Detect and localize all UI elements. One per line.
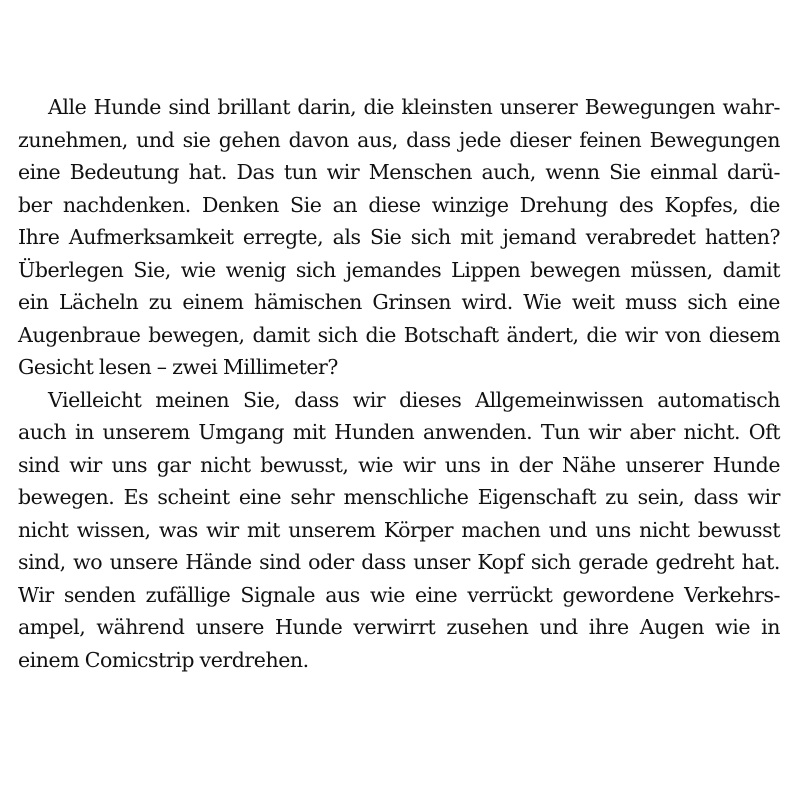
text-line: Vielleicht meinen Sie, dass wir dieses Allgemeinwissen automatisch [48,387,780,412]
text-line: bewegen. Es scheint eine sehr menschliche Eigenschaft zu sein, dass wir [18,485,780,509]
text-line: nicht wissen, was wir mit unserem Körper machen und uns nicht bewusst [18,517,780,542]
text-line: Gesicht lesen – zwei Millimeter? [18,355,338,379]
text-line: Überlegen Sie, wie wenig sich jemandes Lippen bewegen müssen, damit [18,257,780,282]
text-line: Ihre Aufmerksamkeit erregte, als Sie sich mit jemand verabredet hatten? [18,225,780,249]
document-page [18,91,780,676]
text-line: ampel, während unsere Hunde verwirrt zusehen und ihre Augen wie in [18,615,780,639]
text-line: Wir senden zufällige Signale aus wie eine verrückt gewordene Verkehrs- [18,582,780,607]
text-line: sind wir uns gar nicht bewusst, wie wir uns in der Nähe unserer Hunde [18,452,780,477]
text-line: Augenbraue bewegen, damit sich die Botschaft ändert, die wir von diesem [18,322,780,347]
paragraph-2 [18,384,780,677]
text-line: auch in unserem Umgang mit Hunden anwenden. Tun wir aber nicht. Oft [18,420,780,444]
text-line: Alle Hunde sind brillant darin, die kleinsten unserer Bewegungen wahr- [48,95,780,119]
text-line: ber nachdenken. Denken Sie an diese winzige Drehung des Kopfes, die [18,192,780,217]
text-line: eine Bedeutung hat. Das tun wir Menschen auch, wenn Sie einmal darü- [18,160,780,184]
text-line: einem Comicstrip verdrehen. [18,647,309,672]
text-line: zunehmen, und sie gehen davon aus, dass jede dieser feinen Bewegungen [18,127,780,152]
text-line: ein Lächeln zu einem hämischen Grinsen wird. Wie weit muss sich eine [18,290,780,314]
text-line: sind, wo unsere Hände sind oder dass unser Kopf sich gerade gedreht hat. [18,550,780,574]
paragraph-1 [18,91,780,384]
